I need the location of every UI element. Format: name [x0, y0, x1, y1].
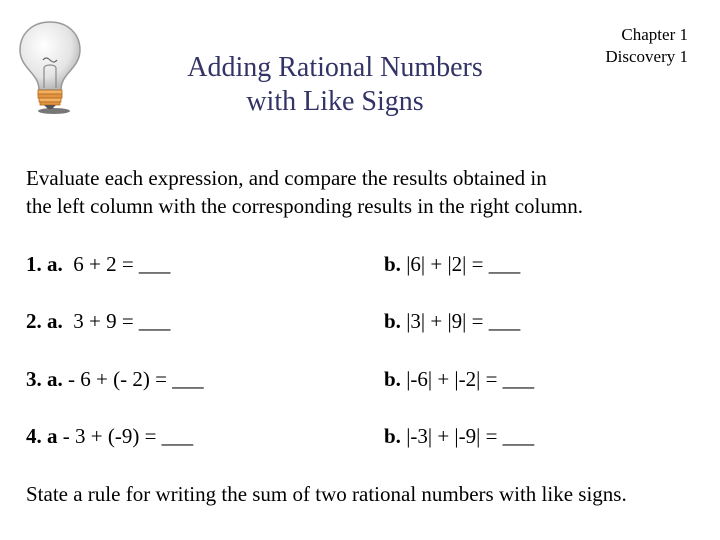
problem-3a-label: 3. a.: [26, 367, 63, 391]
title-line-2: with Like Signs: [246, 86, 424, 117]
problem-4a-expression: - 3 + (-9) = ___: [62, 424, 194, 448]
problem-3a-expression: - 6 + (- 2) = ___: [68, 367, 204, 391]
problem-row-2: [26, 306, 706, 336]
problem-3b-label: b.: [384, 367, 401, 391]
problem-row-4: [26, 421, 706, 451]
chapter-number: Chapter 1: [621, 25, 688, 44]
problem-2b: [384, 306, 520, 336]
problem-1a: [26, 249, 170, 279]
problem-1a-label: 1. a.: [26, 252, 63, 276]
instructions-line-1: Evaluate each expression, and compare the results obtained in: [26, 166, 547, 190]
problem-2b-label: b.: [384, 309, 401, 333]
discovery-number: Discovery 1: [605, 47, 688, 66]
problem-2a: [26, 306, 170, 336]
problem-4b-label: b.: [384, 424, 401, 448]
problem-4a-label: 4. a: [26, 424, 58, 448]
problem-3a: [26, 364, 204, 394]
problem-4a: [26, 421, 193, 451]
instructions-line-2: the left column with the corresponding results in the right column.: [26, 194, 583, 218]
title-line-1: Adding Rational Numbers: [187, 52, 483, 83]
problem-1b-label: b.: [384, 252, 401, 276]
problem-row-3: [26, 364, 706, 394]
page-title: [160, 51, 510, 119]
lightbulb-icon: [14, 18, 86, 118]
problem-1b-expression: |6| + |2| = ___: [406, 252, 521, 276]
problem-2a-expression: 3 + 9 = ___: [73, 309, 171, 333]
problem-2a-label: 2. a.: [26, 309, 63, 333]
problem-3b: [384, 364, 534, 394]
problem-row-1: [26, 249, 706, 279]
problem-4b: [384, 421, 534, 451]
problem-2b-expression: |3| + |9| = ___: [406, 309, 521, 333]
rule-prompt: State a rule for writing the sum of two rational numbers with like signs.: [26, 482, 627, 506]
instructions: [26, 164, 706, 220]
problem-4b-expression: |-3| + |-9| = ___: [406, 424, 535, 448]
problem-1a-expression: 6 + 2 = ___: [73, 252, 171, 276]
chapter-label: [528, 24, 688, 68]
problem-3b-expression: |-6| + |-2| = ___: [406, 367, 535, 391]
problem-1b: [384, 249, 520, 279]
